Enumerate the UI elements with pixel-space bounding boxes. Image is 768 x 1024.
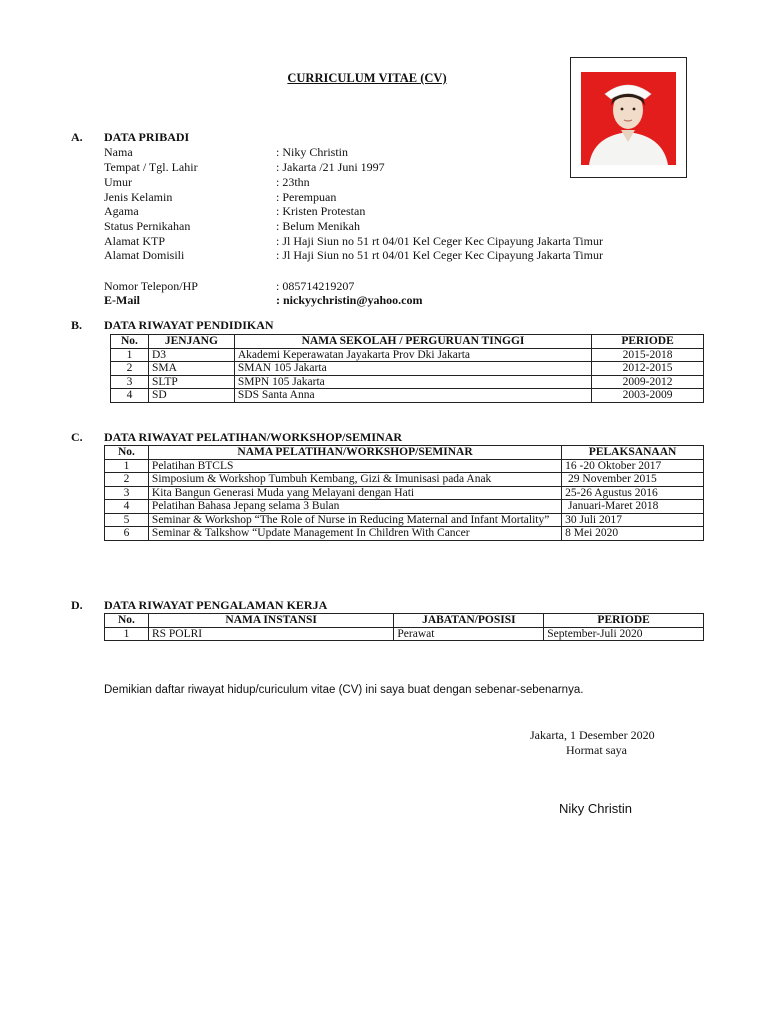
label-email: E-Mail bbox=[104, 293, 140, 307]
education-cell: 1 bbox=[111, 348, 149, 362]
table-row bbox=[111, 362, 704, 376]
education-cell: SDS Santa Anna bbox=[234, 389, 591, 403]
work-header-instansi: NAMA INSTANSI bbox=[148, 614, 393, 628]
education-header-row bbox=[111, 335, 704, 349]
document-title: CURRICULUM VITAE (CV) bbox=[287, 71, 447, 85]
education-cell: 2009-2012 bbox=[592, 375, 704, 389]
training-cell: 2 bbox=[105, 473, 149, 487]
education-cell: 4 bbox=[111, 389, 149, 403]
table-row bbox=[111, 389, 704, 403]
table-row bbox=[105, 627, 704, 641]
training-cell: 5 bbox=[105, 513, 149, 527]
training-cell: Seminar & Workshop “The Role of Nurse in Reducing Maternal and Infant Mortality” bbox=[148, 513, 561, 527]
value-status-pernikahan: : Belum Menikah bbox=[276, 219, 360, 233]
work-header-row bbox=[105, 614, 704, 628]
label-alamat-ktp: Alamat KTP bbox=[104, 234, 165, 248]
education-cell: SD bbox=[148, 389, 234, 403]
training-cell: Seminar & Talkshow “Update Management In Children With Cancer bbox=[148, 527, 561, 541]
profile-photo-frame bbox=[570, 57, 687, 178]
section-c-letter: C. bbox=[71, 430, 83, 444]
value-umur: : 23thn bbox=[276, 175, 310, 189]
value-nama: : Niky Christin bbox=[276, 145, 349, 159]
education-cell: SLTP bbox=[148, 375, 234, 389]
table-row bbox=[105, 513, 704, 527]
profile-photo bbox=[581, 72, 676, 165]
training-header-no: No. bbox=[105, 446, 149, 460]
training-cell: 8 Mei 2020 bbox=[562, 527, 704, 541]
section-b-letter: B. bbox=[71, 318, 83, 332]
signature-name: Niky Christin bbox=[559, 801, 632, 816]
section-d-title: DATA RIWAYAT PENGALAMAN KERJA bbox=[104, 598, 328, 612]
section-a-title: DATA PRIBADI bbox=[104, 130, 190, 144]
education-header-no: No. bbox=[111, 335, 149, 349]
label-tempat-tgl-lahir: Tempat / Tgl. Lahir bbox=[104, 160, 198, 174]
value-email: : nickyychristin@yahoo.com bbox=[276, 293, 423, 307]
regards: Hormat saya bbox=[566, 743, 627, 757]
label-jenis-kelamin: Jenis Kelamin bbox=[104, 190, 173, 204]
table-row bbox=[105, 500, 704, 514]
education-cell: 2012-2015 bbox=[592, 362, 704, 376]
section-b-title: DATA RIWAYAT PENDIDIKAN bbox=[104, 318, 274, 332]
education-cell: Akademi Keperawatan Jayakarta Prov Dki Jakarta bbox=[234, 348, 591, 362]
training-cell: 3 bbox=[105, 486, 149, 500]
place-date: Jakarta, 1 Desember 2020 bbox=[530, 728, 655, 742]
section-a-letter: A. bbox=[71, 130, 83, 144]
value-alamat-domisili: : Jl Haji Siun no 51 rt 04/01 Kel Ceger Kec Cipayung Jakarta Timur bbox=[276, 248, 603, 262]
value-telepon: : 085714219207 bbox=[276, 279, 355, 293]
work-cell: RS POLRI bbox=[148, 627, 393, 641]
training-cell: Pelatihan Bahasa Jepang selama 3 Bulan bbox=[148, 500, 561, 514]
training-header-nama: NAMA PELATIHAN/WORKSHOP/SEMINAR bbox=[148, 446, 561, 460]
training-cell: Januari-Maret 2018 bbox=[562, 500, 704, 514]
education-cell: D3 bbox=[148, 348, 234, 362]
training-cell: 30 Juli 2017 bbox=[562, 513, 704, 527]
table-row bbox=[111, 375, 704, 389]
label-alamat-domisili: Alamat Domisili bbox=[104, 248, 185, 262]
education-cell: SMA bbox=[148, 362, 234, 376]
work-header-jabatan: JABATAN/POSISI bbox=[394, 614, 544, 628]
table-row bbox=[111, 348, 704, 362]
work-cell: Perawat bbox=[394, 627, 544, 641]
education-cell: SMAN 105 Jakarta bbox=[234, 362, 591, 376]
closing-statement: Demikian daftar riwayat hidup/curiculum vitae (CV) ini saya buat dengan sebenar-sebenarnya. bbox=[104, 684, 584, 696]
training-cell: Pelatihan BTCLS bbox=[148, 459, 561, 473]
work-header-no: No. bbox=[105, 614, 149, 628]
training-cell: 29 November 2015 bbox=[562, 473, 704, 487]
table-row bbox=[105, 459, 704, 473]
table-row bbox=[105, 527, 704, 541]
training-header-pelaksanaan: PELAKSANAAN bbox=[562, 446, 704, 460]
label-umur: Umur bbox=[104, 175, 132, 189]
education-header-periode: PERIODE bbox=[592, 335, 704, 349]
training-cell: 4 bbox=[105, 500, 149, 514]
training-cell: Simposium & Workshop Tumbuh Kembang, Gizi & Imunisasi pada Anak bbox=[148, 473, 561, 487]
work-header-periode: PERIODE bbox=[544, 614, 704, 628]
education-cell: 2003-2009 bbox=[592, 389, 704, 403]
section-c-title: DATA RIWAYAT PELATIHAN/WORKSHOP/SEMINAR bbox=[104, 430, 403, 444]
work-cell: September-Juli 2020 bbox=[544, 627, 704, 641]
work-table bbox=[104, 613, 704, 641]
education-table bbox=[110, 334, 704, 403]
value-alamat-ktp: : Jl Haji Siun no 51 rt 04/01 Kel Ceger Kec Cipayung Jakarta Timur bbox=[276, 234, 603, 248]
education-cell: 2015-2018 bbox=[592, 348, 704, 362]
value-jenis-kelamin: : Perempuan bbox=[276, 190, 337, 204]
table-row bbox=[105, 473, 704, 487]
value-agama: : Kristen Protestan bbox=[276, 204, 366, 218]
training-cell: 1 bbox=[105, 459, 149, 473]
label-nama: Nama bbox=[104, 145, 133, 159]
training-header-row bbox=[105, 446, 704, 460]
training-cell: 25-26 Agustus 2016 bbox=[562, 486, 704, 500]
work-cell: 1 bbox=[105, 627, 149, 641]
training-cell: 16 -20 Oktober 2017 bbox=[562, 459, 704, 473]
label-status-pernikahan: Status Pernikahan bbox=[104, 219, 191, 233]
table-row bbox=[105, 486, 704, 500]
section-d-letter: D. bbox=[71, 598, 83, 612]
value-tempat-tgl-lahir: : Jakarta /21 Juni 1997 bbox=[276, 160, 385, 174]
education-cell: 3 bbox=[111, 375, 149, 389]
training-cell: 6 bbox=[105, 527, 149, 541]
label-agama: Agama bbox=[104, 204, 139, 218]
training-table bbox=[104, 445, 704, 541]
education-header-jenjang: JENJANG bbox=[148, 335, 234, 349]
education-header-sekolah: NAMA SEKOLAH / PERGURUAN TINGGI bbox=[234, 335, 591, 349]
label-telepon: Nomor Telepon/HP bbox=[104, 279, 198, 293]
education-cell: 2 bbox=[111, 362, 149, 376]
education-cell: SMPN 105 Jakarta bbox=[234, 375, 591, 389]
training-cell: Kita Bangun Generasi Muda yang Melayani dengan Hati bbox=[148, 486, 561, 500]
